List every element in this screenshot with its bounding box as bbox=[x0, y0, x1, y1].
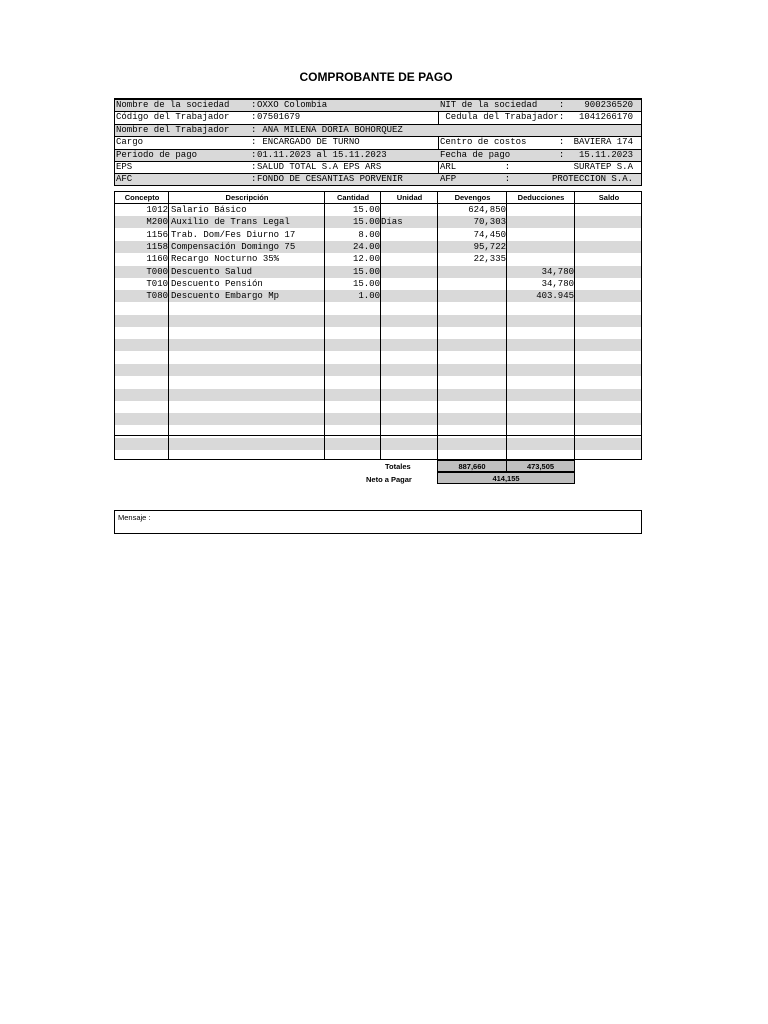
cell-descripcion: Compensación Domingo 75 bbox=[171, 241, 296, 252]
info-right-label: Cedula del Trabajador: bbox=[440, 112, 565, 123]
table-band bbox=[115, 438, 641, 450]
cell-unidad: Días bbox=[381, 217, 403, 228]
info-right-label: Centro de costos : bbox=[440, 137, 565, 148]
cell-devengos: 95,722 bbox=[473, 241, 506, 252]
info-left-value: ENCARGADO DE TURNO bbox=[257, 137, 360, 148]
info-row bbox=[115, 173, 641, 185]
table-band bbox=[115, 401, 641, 413]
header-descripcion: Descripción bbox=[225, 193, 269, 202]
table-row bbox=[115, 229, 641, 241]
table-band bbox=[115, 315, 641, 327]
table-row bbox=[115, 241, 641, 253]
table-band bbox=[115, 413, 641, 425]
cell-cantidad: 15.00 bbox=[352, 266, 380, 277]
cell-descripcion: Trab. Dom/Fes Diurno 17 bbox=[171, 229, 296, 240]
column-divider bbox=[437, 192, 438, 459]
totales-label: Totales bbox=[385, 462, 411, 471]
message-box bbox=[114, 510, 642, 534]
cell-concepto: 1012 bbox=[146, 205, 168, 215]
info-right-label: NIT de la sociedad : bbox=[440, 100, 565, 110]
table-band bbox=[115, 302, 641, 314]
cell-concepto: 1158 bbox=[146, 241, 168, 252]
row-divider bbox=[115, 435, 641, 436]
header-deducciones: Deducciones bbox=[517, 193, 565, 202]
info-row bbox=[115, 111, 641, 123]
table-row bbox=[115, 253, 641, 265]
cell-deducciones: 34,780 bbox=[541, 278, 574, 289]
cell-descripcion: Descuento Pensión bbox=[171, 278, 263, 289]
info-left-label: Nombre de la sociedad : bbox=[116, 100, 257, 110]
table-row bbox=[115, 266, 641, 278]
cell-descripcion: Auxilio de Trans Legal bbox=[171, 217, 290, 228]
neto-label: Neto a Pagar bbox=[366, 475, 412, 484]
table-band bbox=[115, 364, 641, 376]
cell-cantidad: 12.00 bbox=[352, 254, 380, 265]
table-row bbox=[115, 204, 641, 216]
info-right-label: Fecha de pago : bbox=[440, 149, 565, 160]
column-divider bbox=[324, 192, 325, 459]
cell-deducciones: 34,780 bbox=[541, 266, 574, 277]
info-left-value: FONDO DE CESANTIAS PORVENIR bbox=[257, 174, 403, 185]
cell-devengos: 624,850 bbox=[468, 205, 506, 215]
cell-devengos: 22,335 bbox=[473, 254, 506, 265]
info-right-value: SURATEP S.A bbox=[573, 162, 633, 172]
info-row bbox=[115, 161, 641, 173]
cell-concepto: T010 bbox=[146, 278, 168, 289]
info-right-label: ARL : bbox=[440, 162, 511, 172]
table-row bbox=[115, 216, 641, 228]
info-right-value: PROTECCION S.A. bbox=[551, 174, 633, 185]
table-band bbox=[115, 376, 641, 388]
info-right-value: 900236520 bbox=[584, 100, 633, 110]
cell-cantidad: 15.00 bbox=[352, 278, 380, 289]
table-header bbox=[115, 192, 641, 204]
cell-deducciones: 403.945 bbox=[536, 291, 574, 302]
info-left-label: Periodo de pago : bbox=[116, 149, 257, 160]
cell-cantidad: 1.00 bbox=[358, 291, 380, 302]
info-left-label: AFC : bbox=[116, 174, 257, 185]
cell-descripcion: Salario Básico bbox=[171, 205, 247, 215]
cell-cantidad: 8.00 bbox=[358, 229, 380, 240]
info-right-value: BAVIERA 174 bbox=[573, 137, 633, 148]
payment-concepts-table bbox=[114, 191, 642, 460]
info-row bbox=[115, 136, 641, 148]
cell-descripcion: Descuento Embargo Mp bbox=[171, 291, 280, 302]
cell-concepto: T000 bbox=[146, 266, 168, 277]
message-label: Mensaje : bbox=[118, 513, 151, 522]
info-left-value: OXXO Colombia bbox=[257, 100, 328, 110]
header-concepto: Concepto bbox=[124, 193, 160, 202]
info-left-value: ANA MILENA DORIA BOHORQUEZ bbox=[257, 124, 403, 135]
devengos-total: 887,660 bbox=[437, 460, 507, 472]
cell-concepto: M200 bbox=[146, 217, 168, 228]
cell-cantidad: 15.00 bbox=[352, 205, 380, 215]
column-divider bbox=[574, 192, 575, 459]
neto-value: 414,155 bbox=[437, 472, 575, 484]
header-devengos: Devengos bbox=[454, 193, 491, 202]
table-row bbox=[115, 290, 641, 302]
column-divider bbox=[168, 192, 169, 459]
cell-cantidad: 15.00 bbox=[352, 217, 380, 228]
table-band bbox=[115, 339, 641, 351]
header-saldo: Saldo bbox=[598, 193, 620, 202]
info-left-label: Código del Trabajador : bbox=[116, 112, 257, 123]
info-left-value: 01.11.2023 al 15.11.2023 bbox=[257, 149, 387, 160]
cell-descripcion: Recargo Nocturno 35% bbox=[171, 254, 280, 265]
info-left-label: Cargo : bbox=[116, 137, 257, 148]
column-divider bbox=[506, 192, 507, 459]
cell-concepto: 1160 bbox=[146, 254, 168, 265]
info-right-value: 1041266170 bbox=[578, 112, 633, 123]
info-left-label: EPS : bbox=[116, 162, 257, 172]
table-band bbox=[115, 327, 641, 339]
table-row bbox=[115, 278, 641, 290]
cell-devengos: 74,450 bbox=[473, 229, 506, 240]
table-band bbox=[115, 352, 641, 364]
deducciones-total: 473,505 bbox=[506, 460, 575, 472]
info-right-value: 15.11.2023 bbox=[578, 149, 633, 160]
cell-concepto: 1156 bbox=[146, 229, 168, 240]
info-row bbox=[115, 124, 641, 136]
info-left-label: Nombre del Trabajador : bbox=[116, 124, 257, 135]
employee-info-box bbox=[114, 98, 642, 186]
cell-descripcion: Descuento Salud bbox=[171, 266, 253, 277]
info-row bbox=[115, 99, 641, 111]
column-divider bbox=[380, 192, 381, 459]
info-left-value: 07501679 bbox=[257, 112, 301, 123]
cell-cantidad: 24.00 bbox=[352, 241, 380, 252]
cell-devengos: 70,303 bbox=[473, 217, 506, 228]
table-band bbox=[115, 389, 641, 401]
page-title: COMPROBANTE DE PAGO bbox=[299, 70, 453, 84]
header-cantidad: Cantidad bbox=[336, 193, 370, 202]
info-right-label: AFP : bbox=[440, 174, 511, 185]
header-unidad: Unidad bbox=[396, 193, 423, 202]
info-row bbox=[115, 149, 641, 161]
cell-concepto: T080 bbox=[146, 291, 168, 302]
info-left-value: SALUD TOTAL S.A EPS ARS bbox=[257, 162, 382, 172]
